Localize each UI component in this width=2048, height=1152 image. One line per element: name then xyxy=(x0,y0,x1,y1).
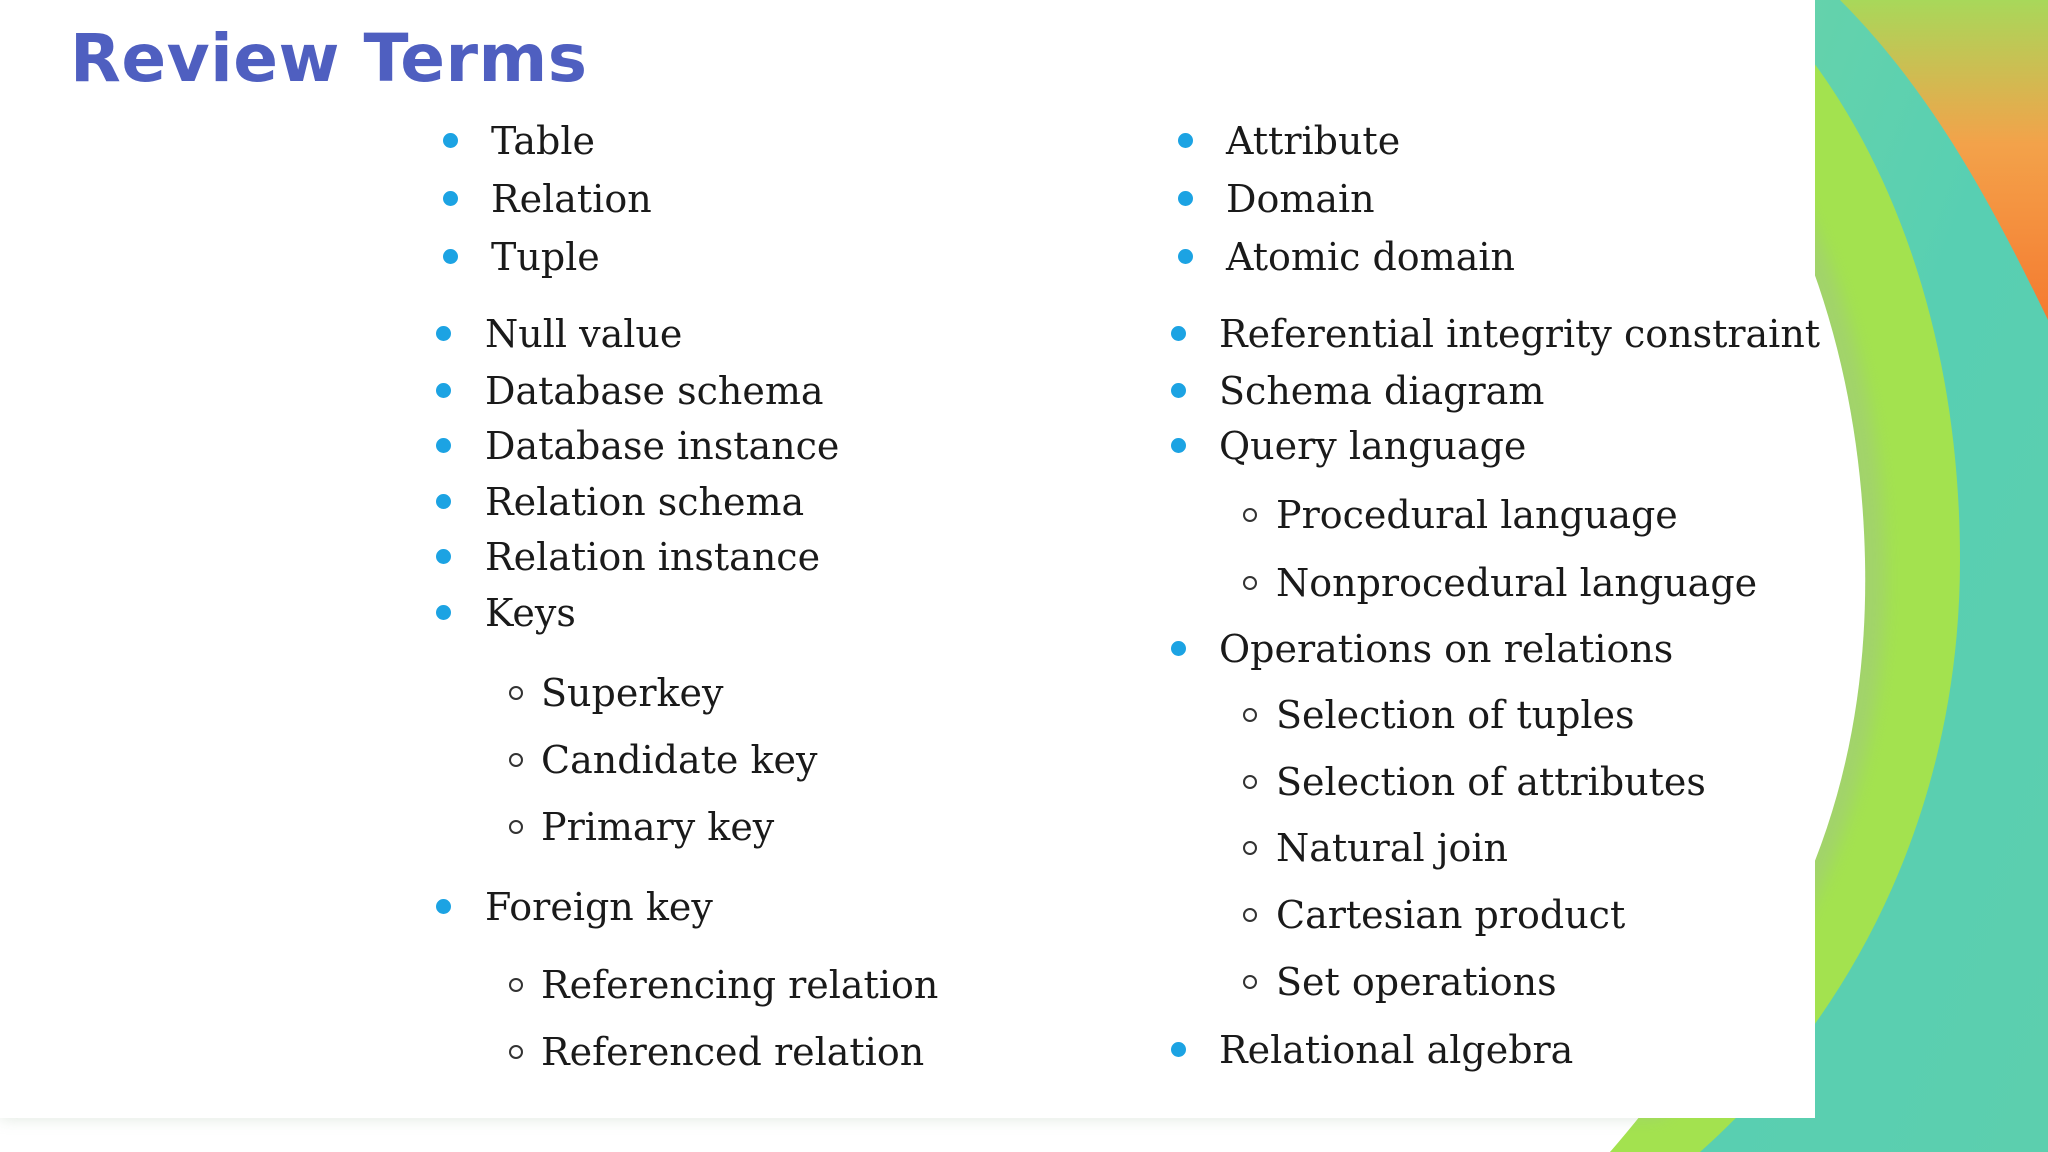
bullet-dot-icon xyxy=(436,549,451,564)
term-relation-schema: Relation schema xyxy=(485,480,805,524)
sub-bullet-circle-icon xyxy=(509,686,523,700)
sub-bullet-circle-icon xyxy=(1243,508,1257,522)
term-database-schema: Database schema xyxy=(485,369,824,413)
term-natural-join: Natural join xyxy=(1276,826,1508,870)
sub-bullet-circle-icon xyxy=(1243,908,1257,922)
bullet-dot-icon xyxy=(1171,1042,1186,1057)
sub-bullet-circle-icon xyxy=(1243,841,1257,855)
sub-bullet-circle-icon xyxy=(1243,975,1257,989)
bullet-dot-icon xyxy=(1171,383,1186,398)
bullet-dot-icon xyxy=(1171,326,1186,341)
bullet-dot-icon xyxy=(443,249,458,264)
bullet-dot-icon xyxy=(443,191,458,206)
bullet-dot-icon xyxy=(436,605,451,620)
bullet-dot-icon xyxy=(436,383,451,398)
term-nonprocedural-language: Nonprocedural language xyxy=(1276,561,1758,605)
sub-bullet-circle-icon xyxy=(1243,708,1257,722)
term-keys: Keys xyxy=(485,591,576,635)
term-operations-on-relations: Operations on relations xyxy=(1219,627,1674,671)
sub-bullet-circle-icon xyxy=(509,1045,523,1059)
sub-bullet-circle-icon xyxy=(509,978,523,992)
term-selection-of-tuples: Selection of tuples xyxy=(1276,693,1635,737)
term-relation-instance: Relation instance xyxy=(485,535,821,579)
term-atomic-domain: Atomic domain xyxy=(1226,235,1515,279)
term-domain: Domain xyxy=(1226,177,1375,221)
term-selection-of-attributes: Selection of attributes xyxy=(1276,760,1706,804)
bullet-dot-icon xyxy=(1171,438,1186,453)
sub-bullet-circle-icon xyxy=(1243,576,1257,590)
term-query-language: Query language xyxy=(1219,424,1527,468)
term-foreign-key: Foreign key xyxy=(485,885,713,929)
term-candidate-key: Candidate key xyxy=(541,738,818,782)
term-null-value: Null value xyxy=(485,312,683,356)
term-primary-key: Primary key xyxy=(541,805,775,849)
term-set-operations: Set operations xyxy=(1276,960,1557,1004)
sub-bullet-circle-icon xyxy=(509,753,523,767)
term-relation: Relation xyxy=(491,177,652,221)
sub-bullet-circle-icon xyxy=(509,820,523,834)
term-table: Table xyxy=(491,119,596,163)
term-attribute: Attribute xyxy=(1226,119,1401,163)
bullet-dot-icon xyxy=(436,438,451,453)
term-cartesian-product: Cartesian product xyxy=(1276,893,1626,937)
bullet-dot-icon xyxy=(443,133,458,148)
bullet-dot-icon xyxy=(436,494,451,509)
term-relational-algebra: Relational algebra xyxy=(1219,1028,1574,1072)
bullet-dot-icon xyxy=(436,899,451,914)
bullet-dot-icon xyxy=(1171,641,1186,656)
term-referential-integrity-constraint: Referential integrity constraint xyxy=(1219,312,1821,356)
term-schema-diagram: Schema diagram xyxy=(1219,369,1545,413)
bullet-dot-icon xyxy=(1178,133,1193,148)
term-procedural-language: Procedural language xyxy=(1276,493,1678,537)
slide-title: Review Terms xyxy=(70,20,588,97)
bullet-dot-icon xyxy=(1178,191,1193,206)
sub-bullet-circle-icon xyxy=(1243,775,1257,789)
term-referenced-relation: Referenced relation xyxy=(541,1030,925,1074)
term-superkey: Superkey xyxy=(541,671,724,715)
term-database-instance: Database instance xyxy=(485,424,840,468)
bullet-dot-icon xyxy=(1178,249,1193,264)
bullet-dot-icon xyxy=(436,326,451,341)
term-tuple: Tuple xyxy=(491,235,600,279)
term-referencing-relation: Referencing relation xyxy=(541,963,939,1007)
